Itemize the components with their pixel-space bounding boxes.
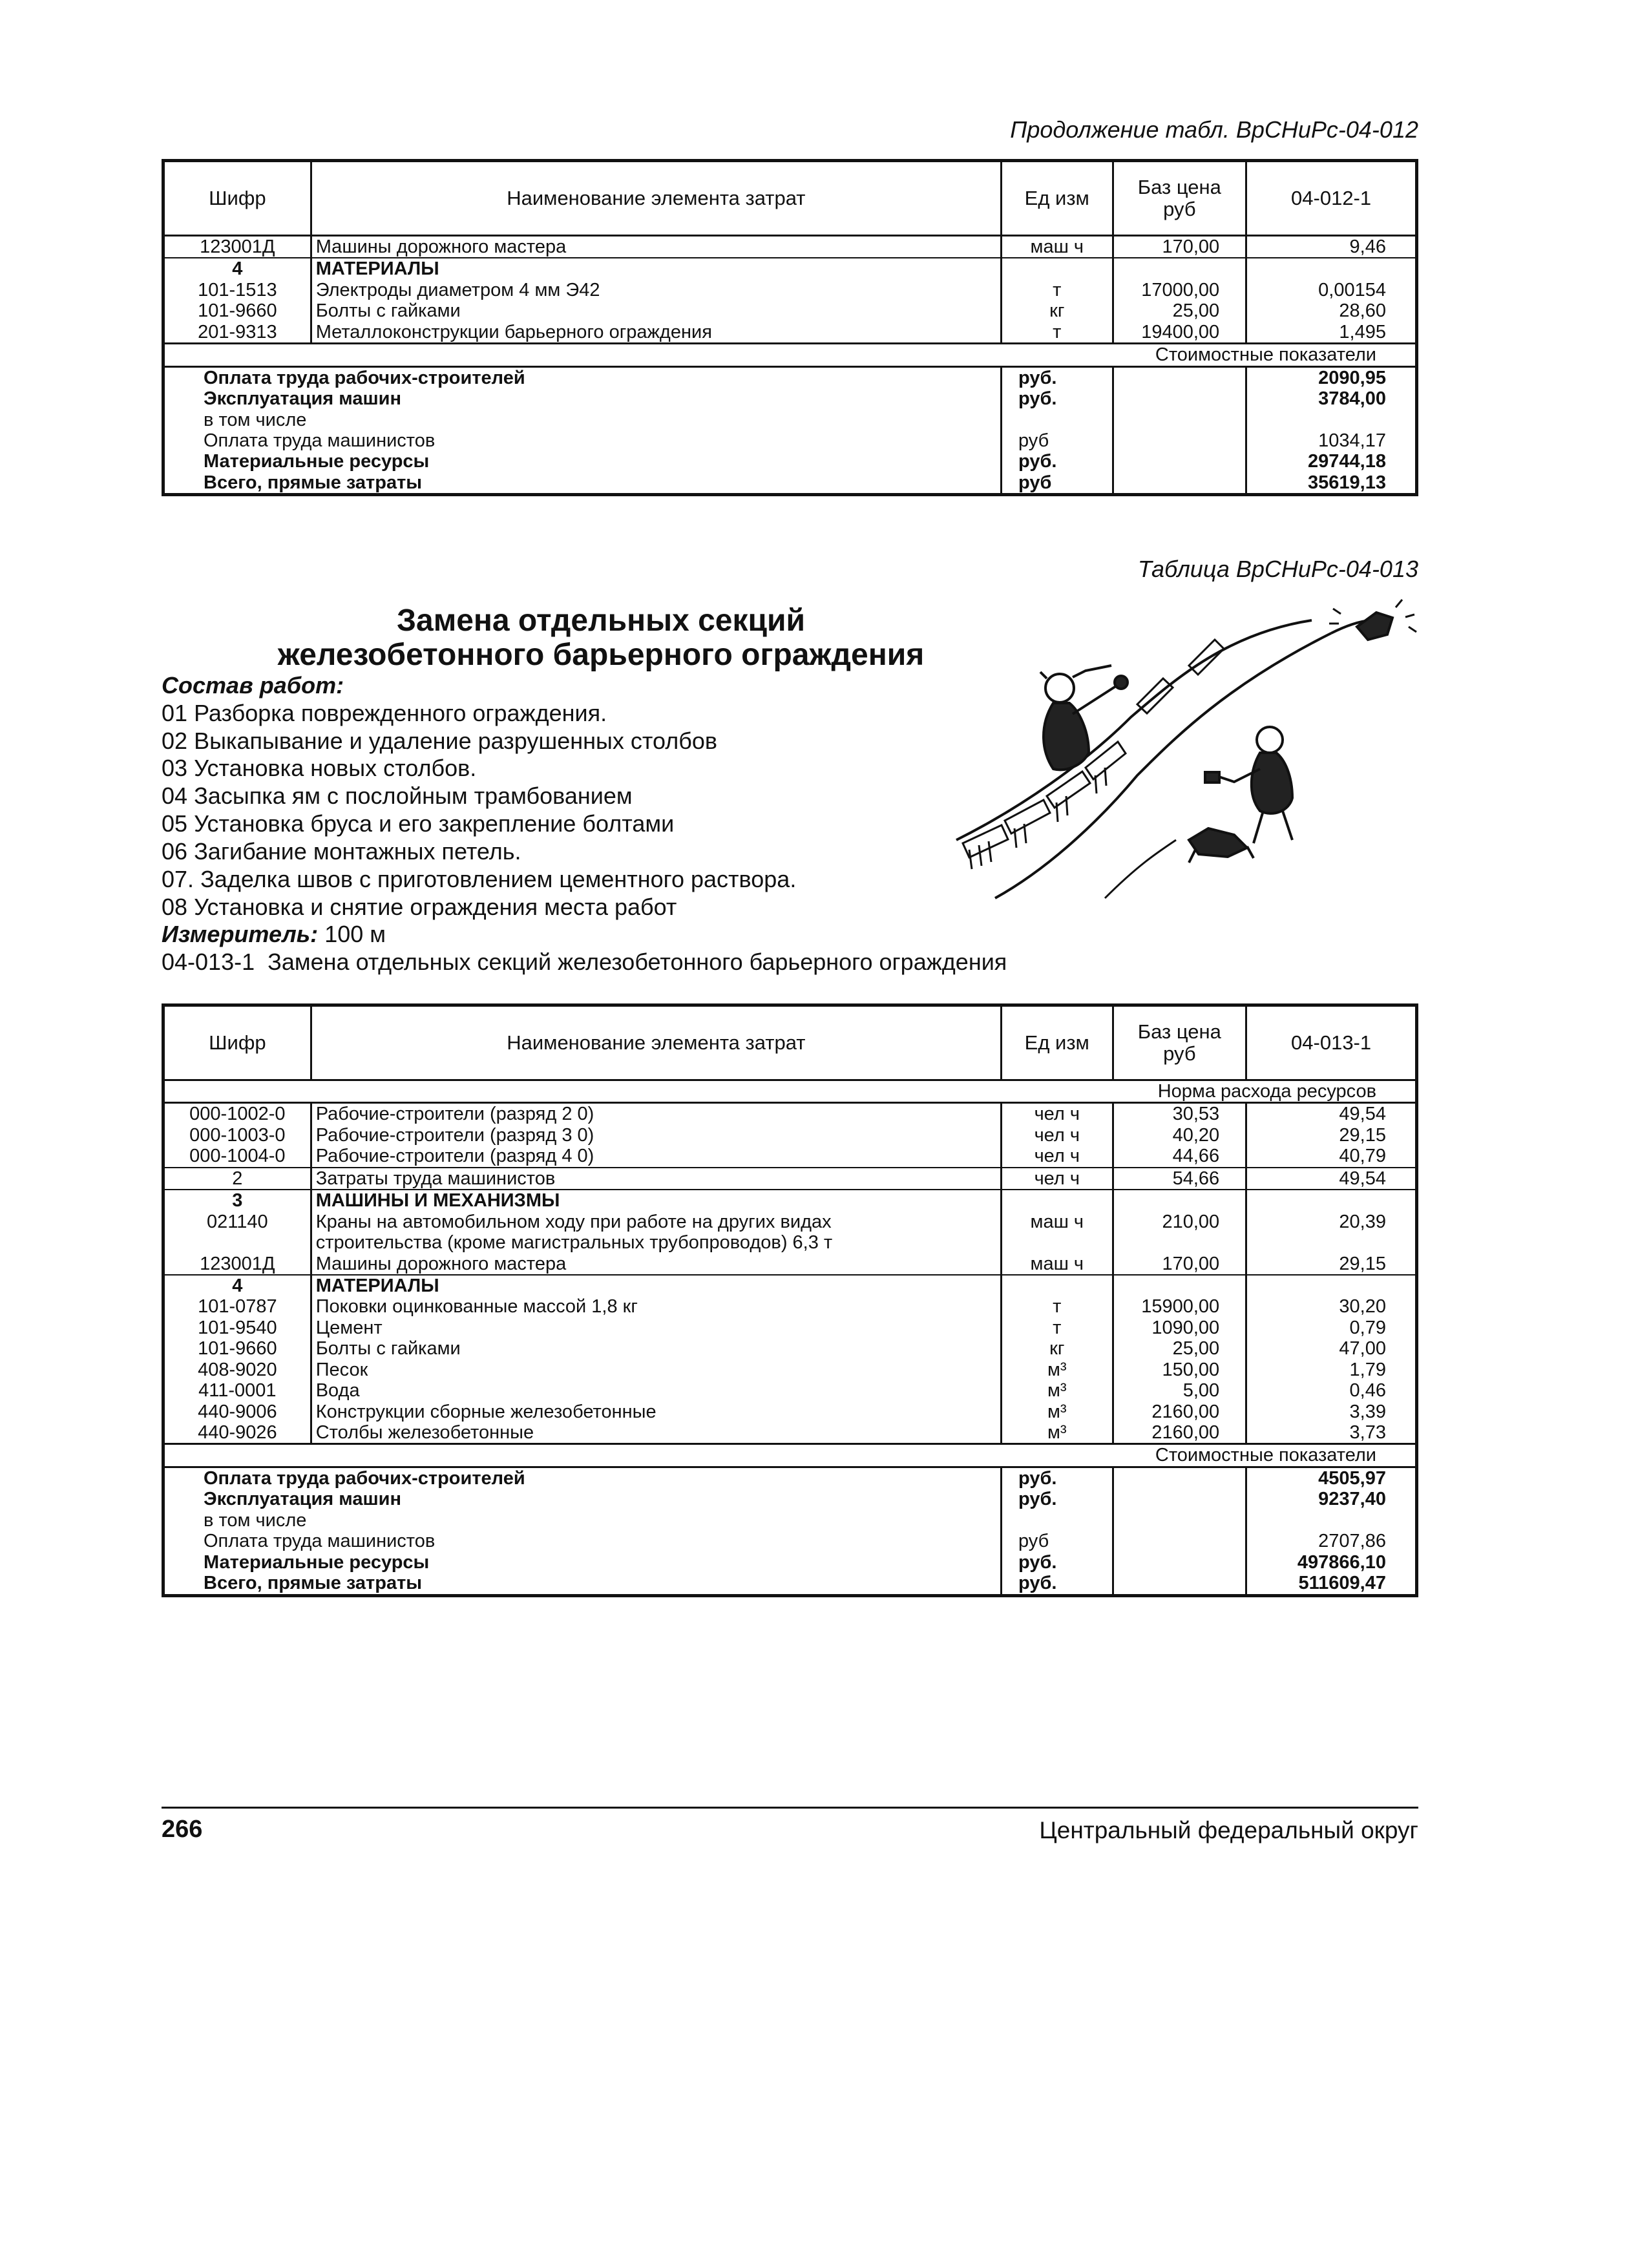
summary-row	[163, 430, 1417, 451]
header-base-price: Баз цена руб	[1113, 1005, 1246, 1080]
summary-blank	[1113, 1467, 1246, 1489]
row-norm: 49,54	[1339, 1104, 1386, 1125]
table-row	[163, 1212, 1417, 1232]
work-number: 01	[162, 699, 188, 726]
road-workers-illustration	[943, 594, 1422, 918]
row-base-price: 150,00	[1113, 1360, 1246, 1380]
row-code: 3	[163, 1190, 311, 1211]
row-base-price: 2160,00	[1113, 1402, 1246, 1422]
row-norm: 9,46	[1246, 236, 1417, 258]
work-item	[162, 700, 1066, 728]
summary-row	[163, 1489, 1417, 1509]
row-base-price: 40,20	[1113, 1125, 1246, 1146]
row-unit: маш ч	[1002, 1254, 1113, 1275]
cost-table-04-013	[162, 1003, 1418, 1597]
row-code: 021140	[163, 1212, 311, 1232]
table-row	[163, 236, 1417, 258]
work-item	[162, 810, 1066, 838]
row-name: МАТЕРИАЛЫ	[315, 258, 439, 280]
cost-indicators-band	[163, 1444, 1417, 1467]
summary-row	[163, 1467, 1417, 1489]
continuation-caption: Продолжение табл. ВрСНиРс-04-012	[1010, 116, 1418, 143]
table-header-row	[163, 161, 1417, 236]
summary-label: в том числе	[163, 410, 1002, 430]
work-composition	[162, 672, 1066, 976]
summary-label: Оплата труда рабочих-строителей	[163, 1467, 1002, 1489]
summary-row	[163, 1531, 1417, 1551]
header-base-price: Баз цена руб	[1113, 161, 1246, 236]
row-name: Болты с гайками	[315, 300, 461, 322]
summary-row	[163, 451, 1417, 472]
table-row	[163, 258, 1417, 279]
summary-label: Оплата труда рабочих-строителей	[163, 366, 1002, 388]
row-norm: 28,60	[1339, 300, 1386, 322]
summary-unit: руб	[1002, 1531, 1113, 1551]
row-unit: маш ч	[1002, 1212, 1113, 1232]
row-code: 000-1004-0	[163, 1146, 311, 1167]
summary-blank	[1113, 1573, 1246, 1595]
table-row	[163, 1275, 1417, 1296]
row-code: 101-1513	[163, 280, 311, 300]
row-unit: чел ч	[1002, 1125, 1113, 1146]
table-row	[163, 1254, 1417, 1275]
footer-rule	[162, 1807, 1418, 1809]
row-unit: чел ч	[1002, 1168, 1113, 1190]
row-unit: м³	[1002, 1380, 1113, 1401]
row-code: 2	[163, 1168, 311, 1190]
row-code	[163, 1232, 311, 1253]
row-base-price: 210,00	[1113, 1212, 1246, 1232]
header-code: Шифр	[163, 161, 311, 236]
table-row	[163, 1380, 1417, 1401]
row-unit: т	[1002, 322, 1113, 344]
band-spacer	[163, 1080, 1113, 1103]
summary-unit: руб.	[1002, 1573, 1113, 1595]
summary-value: 497866,10	[1297, 1551, 1386, 1573]
summary-value: 2090,95	[1318, 367, 1386, 388]
row-base-price	[1113, 258, 1246, 279]
row-unit: кг	[1002, 300, 1113, 321]
table-row	[163, 1422, 1417, 1444]
row-norm	[1246, 1275, 1417, 1296]
row-norm: 0,46	[1349, 1380, 1386, 1402]
row-name: строительства (кроме магистральных трубопроводов) 6,3 т	[315, 1232, 833, 1254]
row-name: Рабочие-строители (разряд 4 0)	[311, 1146, 1001, 1167]
row-norm: 3,39	[1349, 1401, 1386, 1422]
summary-blank	[1113, 1489, 1246, 1509]
row-name: Краны на автомобильном ходу при работе на других видах	[315, 1211, 832, 1232]
row-unit: м³	[1002, 1360, 1113, 1380]
row-unit	[1002, 1275, 1113, 1296]
row-norm: 29,15	[1246, 1254, 1417, 1275]
cost-indicators-band	[163, 344, 1417, 366]
row-norm: 1,495	[1246, 322, 1417, 344]
row-unit: чел ч	[1002, 1103, 1113, 1125]
band-label: Стоимостные показатели	[1113, 344, 1416, 366]
work-item	[162, 866, 1066, 894]
row-base-price: 30,53	[1113, 1103, 1246, 1125]
section-title	[181, 604, 1021, 673]
row-name: МАШИНЫ И МЕХАНИЗМЫ	[315, 1190, 560, 1212]
summary-blank	[1113, 366, 1246, 388]
summary-row	[163, 1552, 1417, 1573]
summary-blank	[1113, 430, 1246, 451]
band-spacer	[163, 344, 1113, 366]
cost-table-04-012	[162, 159, 1418, 496]
summary-value: 9237,40	[1318, 1489, 1386, 1510]
table-row	[163, 1103, 1417, 1125]
row-base-price: 54,66	[1113, 1168, 1246, 1190]
row-code: 411-0001	[163, 1380, 311, 1401]
row-norm: 1,79	[1349, 1359, 1386, 1380]
row-name: Песок	[315, 1359, 368, 1380]
row-base-price: 5,00	[1113, 1380, 1246, 1401]
summary-unit: руб.	[1002, 451, 1113, 472]
row-name: Металлоконструкции барьерного ограждения	[311, 322, 1001, 344]
summary-unit: руб	[1002, 430, 1113, 451]
row-name: Рабочие-строители (разряд 2 0)	[315, 1104, 594, 1125]
work-number: 02	[162, 727, 188, 754]
summary-blank	[1113, 1531, 1246, 1551]
row-base-price	[1113, 1275, 1246, 1296]
summary-label: Всего, прямые затраты	[163, 1573, 1002, 1595]
summary-row	[163, 1573, 1417, 1595]
summary-value: 2707,86	[1318, 1531, 1386, 1552]
row-code: 000-1003-0	[163, 1125, 311, 1146]
band-label: Норма расхода ресурсов	[1113, 1080, 1416, 1103]
row-name: Болты с гайками	[315, 1338, 461, 1360]
row-code: 101-9660	[163, 1338, 311, 1359]
table-row	[163, 1125, 1417, 1146]
row-unit: м³	[1002, 1422, 1113, 1444]
row-code: 101-9540	[163, 1318, 311, 1338]
row-base-price	[1113, 1190, 1246, 1211]
row-norm	[1246, 1232, 1417, 1253]
row-base-price	[1113, 1232, 1246, 1253]
row-base-price: 17000,00	[1113, 280, 1246, 300]
item-text: Замена отдельных секций железобетонного барьерного ограждения	[268, 949, 1007, 976]
row-norm: 0,00154	[1318, 279, 1386, 300]
work-number: 06	[162, 837, 188, 865]
row-name: Конструкции сборные железобетонные	[315, 1401, 656, 1422]
summary-row	[163, 1510, 1417, 1531]
work-number: 03	[162, 755, 188, 782]
summary-unit	[1002, 1510, 1113, 1531]
summary-value: 3784,00	[1318, 388, 1386, 410]
table-row	[163, 1168, 1417, 1190]
row-norm	[1246, 258, 1417, 279]
row-unit: т	[1002, 1296, 1113, 1317]
row-name: Столбы железобетонные	[311, 1422, 1001, 1444]
summary-blank	[1113, 472, 1246, 495]
header-unit: Ед изм	[1002, 1005, 1113, 1080]
header-norm: 04-012-1	[1246, 161, 1417, 236]
summary-label: Эксплуатация машин	[163, 1489, 1002, 1509]
table-row	[163, 1402, 1417, 1422]
header-code: Шифр	[163, 1005, 311, 1080]
meter-line	[162, 921, 1066, 949]
summary-unit: руб	[1002, 472, 1113, 495]
work-text: Установка и снятие ограждения места работ	[194, 893, 677, 920]
work-text: Установка новых столбов.	[194, 755, 477, 782]
header-unit: Ед изм	[1002, 161, 1113, 236]
row-code: 101-0787	[163, 1296, 311, 1317]
row-unit	[1002, 258, 1113, 279]
row-unit: т	[1002, 280, 1113, 300]
row-code: 4	[163, 1275, 311, 1296]
row-name: Машины дорожного мастера	[311, 236, 1001, 258]
work-number: 08	[162, 893, 188, 920]
row-norm: 47,00	[1339, 1338, 1386, 1360]
row-code: 201-9313	[163, 322, 311, 344]
table-row	[163, 1146, 1417, 1167]
work-heading: Состав работ:	[162, 672, 344, 698]
work-item	[162, 838, 1066, 866]
table-row	[163, 1190, 1417, 1211]
row-unit: маш ч	[1002, 236, 1113, 258]
table-row	[163, 1318, 1417, 1338]
row-norm	[1246, 1190, 1417, 1211]
summary-value: 511609,47	[1298, 1573, 1386, 1594]
row-unit: т	[1002, 1318, 1113, 1338]
work-text: Разборка поврежденного ограждения.	[194, 699, 607, 726]
work-text: Заделка швов с приготовлением цементного раствора.	[200, 865, 797, 892]
row-name: Машины дорожного мастера	[311, 1254, 1001, 1275]
summary-label: Материальные ресурсы	[163, 1552, 1002, 1573]
summary-unit: руб.	[1002, 1467, 1113, 1489]
row-norm: 20,39	[1339, 1211, 1386, 1232]
row-base-price: 170,00	[1113, 1254, 1246, 1275]
row-base-price: 2160,00	[1113, 1422, 1246, 1444]
row-name: Электроды диаметром 4 мм Э42	[315, 279, 600, 300]
row-base-price: 25,00	[1113, 300, 1246, 321]
row-norm: 3,73	[1246, 1422, 1417, 1444]
table-row	[163, 300, 1417, 321]
meter-label: Измеритель:	[162, 921, 319, 948]
work-number: 07.	[162, 865, 194, 892]
row-code: 408-9020	[163, 1360, 311, 1380]
summary-label: Эксплуатация машин	[163, 388, 1002, 409]
summary-label: в том числе	[163, 1510, 1002, 1531]
item-line	[162, 949, 1066, 976]
table-caption: Таблица ВрСНиРс-04-013	[1137, 556, 1418, 582]
row-code: 123001Д	[163, 1254, 311, 1275]
row-code: 101-9660	[163, 300, 311, 321]
summary-blank	[1113, 410, 1246, 430]
summary-label: Оплата труда машинистов	[163, 1531, 1002, 1551]
table-row	[163, 1338, 1417, 1359]
work-text: Выкапывание и удаление разрушенных столбов	[194, 727, 718, 754]
header-name: Наименование элемента затрат	[311, 161, 1001, 236]
work-number: 05	[162, 810, 188, 837]
summary-label: Всего, прямые затраты	[163, 472, 1002, 495]
row-norm: 30,20	[1339, 1296, 1386, 1318]
page-number: 266	[162, 1816, 203, 1843]
row-name: Поковки оцинкованные массой 1,8 кг	[315, 1296, 638, 1318]
row-unit: кг	[1002, 1338, 1113, 1359]
section-title-line1: Замена отдельных секций	[396, 604, 806, 638]
row-code: 4	[163, 258, 311, 279]
summary-blank	[1113, 388, 1246, 409]
row-name: Затраты труда машинистов	[311, 1168, 1001, 1190]
summary-row	[163, 366, 1417, 388]
summary-unit: руб.	[1002, 1489, 1113, 1509]
section-title-line2: железобетонного барьерного ограждения	[277, 637, 925, 672]
row-name: Рабочие-строители (разряд 3 0)	[315, 1124, 594, 1146]
table-row	[163, 1232, 1417, 1253]
table-row	[163, 1360, 1417, 1380]
summary-row	[163, 472, 1417, 495]
row-base-price: 25,00	[1113, 1338, 1246, 1359]
summary-value: 29744,18	[1308, 451, 1386, 472]
row-base-price: 170,00	[1113, 236, 1246, 258]
table-row	[163, 322, 1417, 344]
row-unit	[1002, 1232, 1113, 1253]
row-base-price: 15900,00	[1113, 1296, 1246, 1317]
row-base-price: 1090,00	[1113, 1318, 1246, 1338]
row-code: 000-1002-0	[163, 1103, 311, 1125]
row-norm: 49,54	[1246, 1168, 1417, 1190]
summary-unit: руб.	[1002, 1552, 1113, 1573]
summary-unit: руб.	[1002, 388, 1113, 409]
work-item	[162, 755, 1066, 782]
work-text: Установка бруса и его закрепление болтами	[194, 810, 675, 837]
summary-label: Оплата труда машинистов	[163, 430, 1002, 451]
row-name: Вода	[315, 1380, 360, 1402]
work-number: 04	[162, 782, 188, 810]
row-norm: 40,79	[1246, 1146, 1417, 1167]
work-item	[162, 782, 1066, 810]
row-norm: 0,79	[1349, 1317, 1386, 1338]
work-text: Засыпка ям с послойным трамбованием	[194, 782, 633, 810]
summary-value	[1246, 1510, 1417, 1531]
row-base-price: 19400,00	[1113, 322, 1246, 344]
row-base-price: 44,66	[1113, 1146, 1246, 1167]
summary-row	[163, 388, 1417, 409]
footer-region: Центральный федеральный округ	[1039, 1817, 1418, 1843]
work-item	[162, 728, 1066, 755]
item-code: 04-013-1	[162, 949, 255, 976]
work-text: Загибание монтажных петель.	[194, 837, 521, 865]
summary-blank	[1113, 1510, 1246, 1531]
table-row	[163, 280, 1417, 300]
row-name: МАТЕРИАЛЫ	[315, 1275, 439, 1296]
band-label: Стоимостные показатели	[1113, 1444, 1416, 1467]
summary-value: 1034,17	[1318, 430, 1386, 451]
band-spacer	[163, 1444, 1113, 1467]
header-name: Наименование элемента затрат	[311, 1005, 1001, 1080]
row-unit	[1002, 1190, 1113, 1211]
summary-label: Материальные ресурсы	[163, 451, 1002, 472]
row-name: Цемент	[315, 1317, 383, 1338]
summary-unit: руб.	[1002, 366, 1113, 388]
meter-value: 100 м	[324, 921, 386, 948]
summary-blank	[1113, 1552, 1246, 1573]
summary-row	[163, 410, 1417, 430]
row-unit: чел ч	[1002, 1146, 1113, 1167]
row-code: 440-9006	[163, 1402, 311, 1422]
header-norm: 04-013-1	[1246, 1005, 1417, 1080]
row-code: 440-9026	[163, 1422, 311, 1444]
summary-blank	[1113, 451, 1246, 472]
work-item	[162, 894, 1066, 921]
row-code: 123001Д	[163, 236, 311, 258]
summary-value: 4505,97	[1318, 1467, 1386, 1489]
section-band	[163, 1080, 1417, 1103]
summary-value: 35619,13	[1308, 472, 1386, 493]
table-header-row	[163, 1005, 1417, 1080]
table-row	[163, 1296, 1417, 1317]
summary-unit	[1002, 410, 1113, 430]
row-norm: 29,15	[1339, 1124, 1386, 1146]
row-unit: м³	[1002, 1402, 1113, 1422]
summary-value	[1246, 410, 1417, 430]
